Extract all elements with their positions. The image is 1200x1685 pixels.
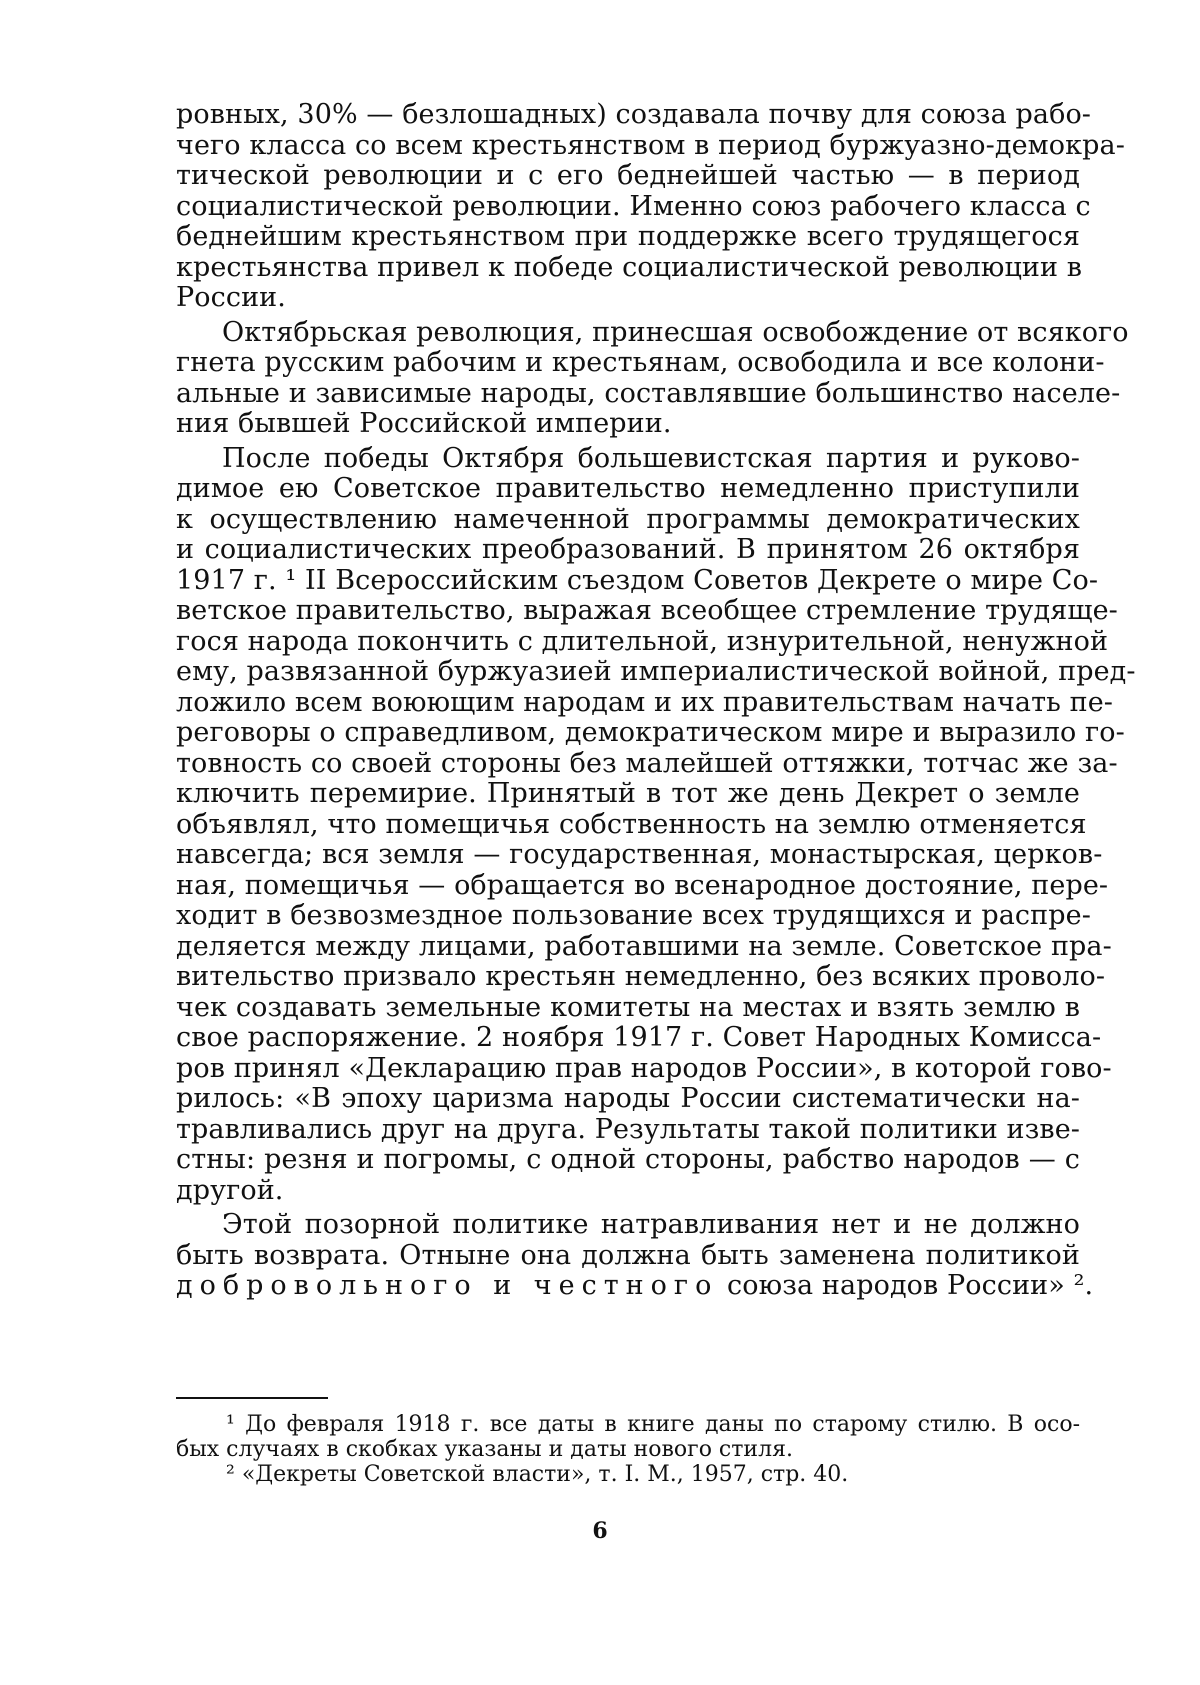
text-line: ключить перемирие. Принятый в тот же день Декрет о земле <box>176 778 1080 809</box>
text-line: чего класса со всем крестьянством в период буржуазно-демокра- <box>176 129 1125 161</box>
page-number: 6 <box>592 1518 608 1544</box>
text-line: вительство призвало крестьян немедленно, без всяких проволо- <box>176 961 1106 992</box>
main-text <box>176 99 1136 1306</box>
text-line: димое ею Советское правительство немедленно приступили <box>176 473 1080 504</box>
footnote-2: ² «Декреты Советской власти», т. I. М., 1957, стр. 40. <box>226 1462 849 1487</box>
text-line: товность со своей стороны без малейшей оттяжки, тотчас же за- <box>176 747 1118 779</box>
text-line: к осуществлению намеченной программы демократических <box>176 503 1080 535</box>
text-line: социалистической революции. Именно союз рабочего класса с <box>176 190 1091 222</box>
text-line: реговоры о справедливом, демократическом мире и выразило го- <box>176 717 1125 748</box>
text-line: альные и зависимые народы, составлявшие большинство населе- <box>176 377 1121 409</box>
text-line: чек создавать земельные комитеты на местах и взять землю в <box>176 991 1080 1023</box>
text-line: ная, помещичья — обращается во всенародное достояние, пере- <box>176 869 1109 901</box>
text-line: другой. <box>176 1174 284 1206</box>
text-line: гося народа покончить с длительной, изнурительной, ненужной <box>176 625 1109 657</box>
text-line: гнета русским рабочим и крестьянам, освободила и все колони- <box>176 347 1105 378</box>
text-line: 1917 г. ¹ II Всероссийским съездом Советов Декрете о мире Со- <box>176 564 1099 596</box>
text-line: После победы Октября большевистская партия и руково- <box>222 442 1080 474</box>
text-line: Этой позорной политике натравливания нет и не должно <box>222 1209 1080 1240</box>
text-line: объявлял, что помещичья собственность на землю отменяется <box>176 808 1087 840</box>
text-line: рилось: «В эпоху царизма народы России систематически на- <box>176 1083 1080 1114</box>
text-line: ровных, 30% — безлошадных) создавала почву для союза рабо- <box>176 99 1092 130</box>
text-line: навсегда; вся земля — государственная, монастырская, церков- <box>176 839 1103 870</box>
footnotes <box>176 1412 1080 1487</box>
footnote-divider <box>176 1397 328 1399</box>
text-line: ния бывшей Российской империи. <box>176 408 672 439</box>
text-line: ветское правительство, выражая всеобщее стремление трудяще- <box>176 595 1118 626</box>
paragraph-1 <box>176 99 1125 314</box>
text-line: Октябрьская революция, принесшая освобождение от всякого <box>222 316 1129 348</box>
text-line: беднейшим крестьянством при поддержке всего трудящегося <box>176 221 1080 252</box>
text-line: ложило всем воюющим народам и их правительствам начать пе- <box>176 686 1114 718</box>
footnote-1-line: ¹ До февраля 1918 г. все даты в книге даны по старому стилю. В осо- <box>226 1412 1080 1437</box>
paragraph-3 <box>176 442 1136 1207</box>
text-line: свое распоряжение. 2 ноября 1917 г. Совет Народных Комисса- <box>176 1022 1102 1053</box>
text-line: быть возврата. Отныне она должна быть заменена политикой <box>176 1239 1080 1271</box>
text-line: стны: резня и погромы, с одной стороны, рабство народов — с <box>176 1144 1080 1175</box>
text-line: России. <box>176 282 286 313</box>
text-line: ров принял «Декларацию прав народов России», в которой гово- <box>176 1052 1112 1084</box>
text-line: и социалистических преобразований. В принятом 26 октября <box>176 534 1080 565</box>
paragraph-2 <box>176 316 1129 440</box>
paragraph-4 <box>176 1209 1094 1302</box>
text-line: тической революции и с его беднейшей частью — в период <box>176 160 1080 191</box>
text-line: крестьянства привел к победе социалистической революции в <box>176 251 1083 283</box>
footnote-1-line: бых случаях в скобках указаны и даты нового стиля. <box>176 1437 793 1462</box>
text-line-spaced <box>176 1270 1094 1302</box>
text-line: ему, развязанной буржуазией империалистической войной, пред- <box>176 656 1136 687</box>
text-line: деляется между лицами, работавшими на земле. Советское пра- <box>176 930 1112 962</box>
text-line: травливались друг на друга. Результаты такой политики изве- <box>176 1113 1081 1145</box>
text-line: ходит в безвозмездное пользование всех трудящихся и распре- <box>176 900 1091 931</box>
spaced-emphasis: добровольного и честного <box>176 1270 719 1301</box>
spaced-line-tail: союза народов России» ². <box>727 1270 1094 1301</box>
